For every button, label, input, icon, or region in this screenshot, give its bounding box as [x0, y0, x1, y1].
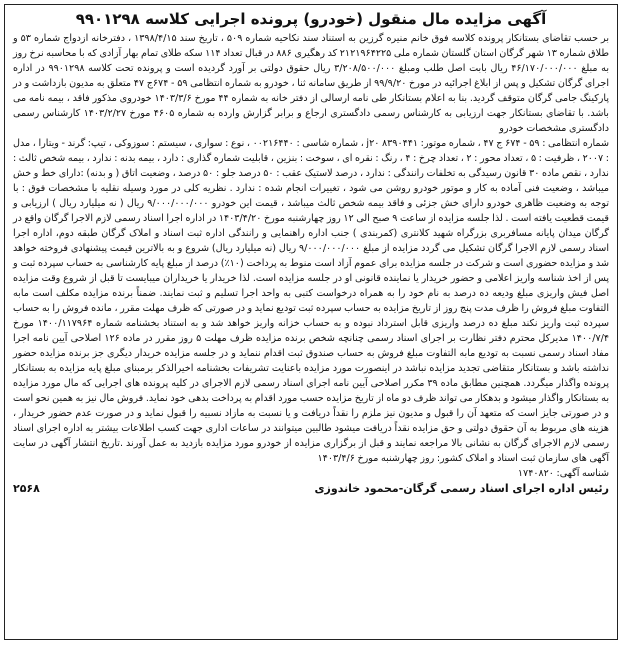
ad-number: ۲۵۶۸ [13, 482, 40, 495]
ad-title: آگهی مزایده مال منقول (خودرو) پرونده اجرایی کلاسه ۹۹۰۱۲۹۸ [75, 10, 547, 28]
ad-footer [13, 482, 609, 496]
ad-paragraph-intro: بر حسب تقاضای بستانکار پرونده کلاسه فوق خانم منیره گرزین به استناد سند نکاحیه شماره ۵۰۹ ، تاریخ سند ۱۳۹۸/۴/۱۵ ، دفترخانه ازدواج شماره ۵۳ و طلاق شماره ۱۳ شهر گرگان استان گلستان شماره ملی ۲۱۲۱۹۶۴۲۲۵ کد رهگیری ۸۸۶ در قبال تعداد ۱۱۴ سکه طلای تمام بهار آزادی که با محاسبه نرخ روز به مبلغ ۴۶/۱۷۰/۰۰۰/۰۰۰ ریال بابت اصل طلب ومبلغ ۳/۲۰۸/۵۰۰/۰۰۰ ریال حقوق دولتی بر آورد گردیده است و پرونده تحت کلاسه ۹۹۰۱۲۹۸ در اداره اجرای گرگان تشکیل و پس از ابلاغ اجرائیه در مورخ ۹۹/۹/۲۰ از طریق سامانه ثنا ، خودرو به شماره انتظامی ۵۹ - ۶۷۴ج ۴۷ متعلق به مدیون بازداشت و در پارکینگ جامی گرگان متوقف گردید. بنا به اعلام بستانکار طی نامه ارسالی از دفتر خانه به شماره ۴۴ مورخ ۱۴۰۳/۳/۶ خودروی مذکور فاقد ، بیمه نامه می باشد. با تقاضای بستانکار جهت ارزیابی به کارشناس رسمی دادگستری ارجاع و برابر گزارش وارده به شماره ۴۶۰۵ مورخ ۱۴۰۳/۲/۲۷ کارشناس رسمی دادگستری مشخصات خودرو [13, 33, 610, 134]
ad-body [13, 31, 609, 481]
ad-paragraph-id: شناسه آگهی: ۱۷۴۰۸۲۰ [517, 468, 609, 479]
ad-signature: رئیس اداره اجرای اسناد رسمی گرگان-محمود خاندوزی [314, 482, 609, 495]
ad-frame [4, 4, 618, 640]
ad-paragraph-details: شماره انتظامی : ۵۹ - ۶۷۴ ج ۴۷ ، شماره موتور: j۲۰ ۸۳۹۰۴۴۱ ، شماره شاسی : ۰۰۲۱۶۴۴۰ ، نوع : سواری ، سیستم : سوزوکی ، تیپ: گرند - ویتارا ، مدل : ۲۰۰۷ ، ظرفیت : ۵ ، تعداد محور : ۲ ، تعداد چرخ : ۴ ، رنگ : نقره ای ، سوخت : بنزین ، قابلیت شماره گذاری : دارد ، بیمه بدنه : ندارد ، بیمه شخص ثالث : ندارد ، نقص ماده ۳۰ قانون رسیدگی به تخلفات رانندگی : ندارد ، درصد لاستیک عقب : ۵۰ درصد جلو : ۵۰ درصد ، وضعیت اتاق ( و بدنه) :دارای خط و خش میباشد ، وضعیت فنی آماده به کار و موتور خودرو روشن می شود ، تغییرات انجام شده : ندارد . نظریه کلی در مورد وسیله نقلیه با مشخصات فوق : با توجه به وضعیت ظاهری خودرو دارای خش جزئی و فاقد بیمه شخص ثالث میباشد ، قیمت این خودرو ۹/۰۰۰/۰۰۰/۰۰۰ ریال ( نه میلیارد ریال ) ارزیابی و قیمت قطعیت یافته است . لذا جلسه مزایده از ساعت ۹ صبح الی ۱۲ روز چهارشنبه مورخ ۱۴۰۳/۴/۲۰ در اداره اجرا اسناد رسمی لازم الاجرا گرگان واقع در گرگان میدان پایانه مسافربری بزرگراه شهید کلانتری (کمربندی ) جنب اداره راهنمایی و رانندگی اداره ثبت اسناد و املاک گرگان طبقه دوم، اداره اجرا اسناد رسمی لازم الاجرا گرگان تشکیل می گردد مزایده از مبلغ ۹/۰۰۰/۰۰۰/۰۰۰ ریال (نه میلیارد ریال) شروع و به بالاترین قیمت پیشنهادی فروخته خواهد شد و مزایده حضوری است و شرکت در جلسه مزایده برای عموم آزاد است منوط به پرداخت (۱۰٪) درصد از مبلغ پایه کارشناسی به حساب سپرده ثبت و پس از اخذ شناسه واریز اعلامی و حضور خریدار یا نماینده قانونی او در جلسه مزایده است. لذا خریدار یا خریداران میبایست تا قبل از شروع وقت مزایده اصل فیش واریزی مبلغ ودیعه ده درصد به نام خود را به همراه درخواست کتبی به واحد اجرا تسلیم و ثبت نمایند. ضمناً برنده مزایده مکلف است مابه التفاوت مبلغ فروش را ظرف مدت پنج روز از تاریخ مزایده به حساب سپرده ثبت تودیع نماید و در صورتی که ظرف مهلت مقرر ، مانده فروش را به حساب سپرده ثبت واریز نکند مبلغ ده درصد واریزی قابل استرداد نبوده و به حساب خزانه واریز خواهد شد و به استناد بخشنامه شماره ۱۴۰۰/۱۱۷۹۶۴ مورخ ۱۴۰۰/۷/۴ مدیرکل محترم دفتر نظارت بر اجرای اسناد رسمی چنانچه شخص برنده مزایده ظرف مهلت ۵ روز مقرر در ماده ۱۲۶ اصلاحی آیین نامه اجرا مفاد اسناد رسمی نسبت به تودیع مابه التفاوت مبلغ فروش به حساب صندوق ثبت اقدام ننماید و در جلسه مزایده خریدار دیگری جز برنده مزایده حضور نداشته باشد و بستانکار متقاضی تجدید مزایده نباشد در اینصورت مورد مزایده باعنایت تشریفات بخشنامه اخیرالذکر برمبنای مبلغ پایه مزایده به بستانکار پرونده واگذار میگردد. همچنین مطابق ماده ۳۹ مکرر اصلاحی آیین نامه اجرای اسناد رسمی لازم الاجرای در کلیه پرونده های اجرایی که مال مورد مزایده به بستانکار واگذار میشود و بدهکار می تواند ظرف دو ماه از تاریخ مزایده حسب مورد اقدام به پرداخت بدهی خود نماید. فروش مال نیز به همین نحو است و در صورتی جایز است که متعهد آن را قبول و مدیون نیز ملزم را نقداً دریافت و یا نسبت به مازاد نسبیه را قبول نماید و در صورت عدم حضور خریدار ، هزینه های مربوط به آن حقوق دولتی و حق مزایده نقداً دریافت میشود طالبین میتوانند در ساعات اداری جهت کسب اطلاعات بیشتر به اداره اجرای اسناد رسمی لازم الاجرای گرگان به نشانی بالا مراجعه نمایند و قبل از برگزاری مزایده از خودرو مورد مزایده بازدید به عمل آورند .تاریخ انتشار آگهی در سایت آگهی های سازمان ثبت اسناد و املاک کشور: روز چهارشنبه مورخ ۱۴۰۳/۴/۶ [13, 138, 610, 464]
